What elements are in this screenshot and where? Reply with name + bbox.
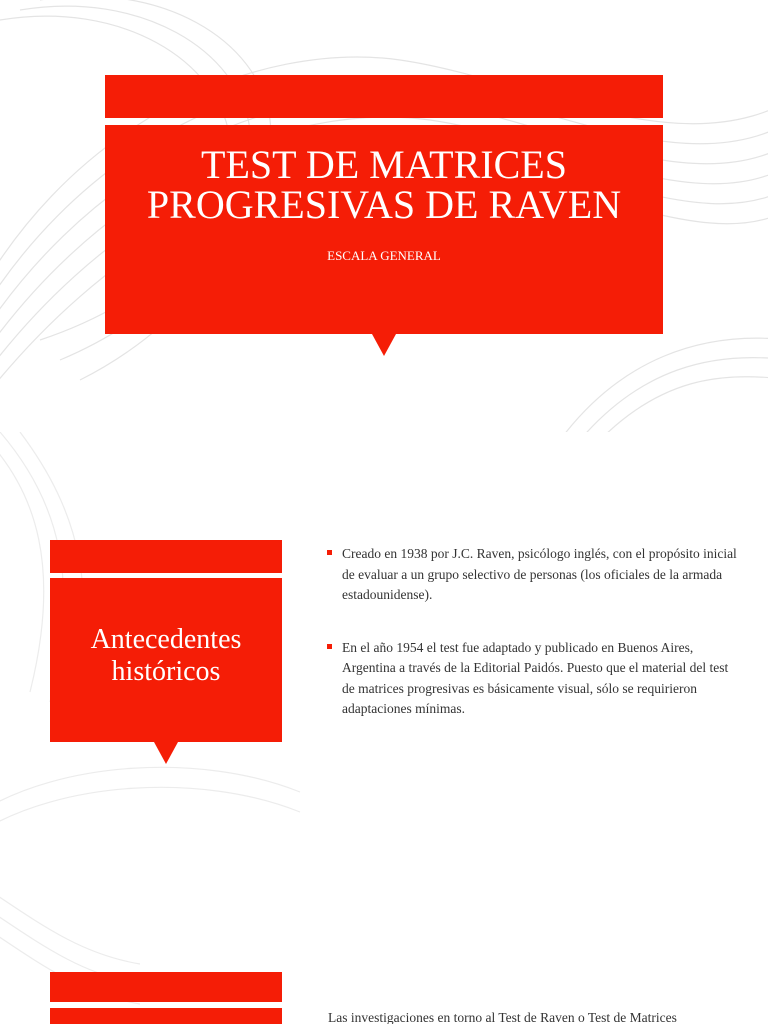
slide-subtitle: ESCALA GENERAL bbox=[327, 248, 441, 263]
list-item bbox=[327, 638, 737, 720]
bullet-icon bbox=[327, 644, 332, 649]
body-text: Las investigaciones en torno al Test de Raven o Test de Matrices bbox=[328, 1010, 677, 1024]
heading-top-bar bbox=[50, 540, 282, 573]
history-slide bbox=[0, 432, 768, 864]
heading-top-bar bbox=[50, 972, 282, 1002]
heading-pointer bbox=[154, 742, 178, 764]
research-slide bbox=[0, 864, 768, 1024]
bullet-text: En el año 1954 el test fue adaptado y publicado en Buenos Aires, Argentina a través de la Editorial Paidós. Puesto que el material del test de matrices progresivas es básicamente visual, sólo se requirieron adaptaciones mínimas. bbox=[342, 639, 729, 716]
title-slide bbox=[0, 0, 768, 432]
bullet-text: Creado en 1938 por J.C. Raven, psicólogo inglés, con el propósito inicial de evaluar a un grupo selectivo de personas (los oficiales de la armada estadounidense). bbox=[342, 546, 737, 602]
bullet-list bbox=[327, 544, 737, 752]
list-item bbox=[327, 544, 737, 606]
slide-title: TEST DE MATRICES PROGRESIVAS DE RAVEN bbox=[146, 142, 622, 227]
section-heading: Antecedentes históricos bbox=[90, 624, 242, 687]
bullet-icon bbox=[327, 550, 332, 555]
title-top-bar bbox=[105, 75, 663, 118]
heading-box bbox=[50, 1008, 282, 1024]
title-pointer bbox=[372, 334, 396, 356]
